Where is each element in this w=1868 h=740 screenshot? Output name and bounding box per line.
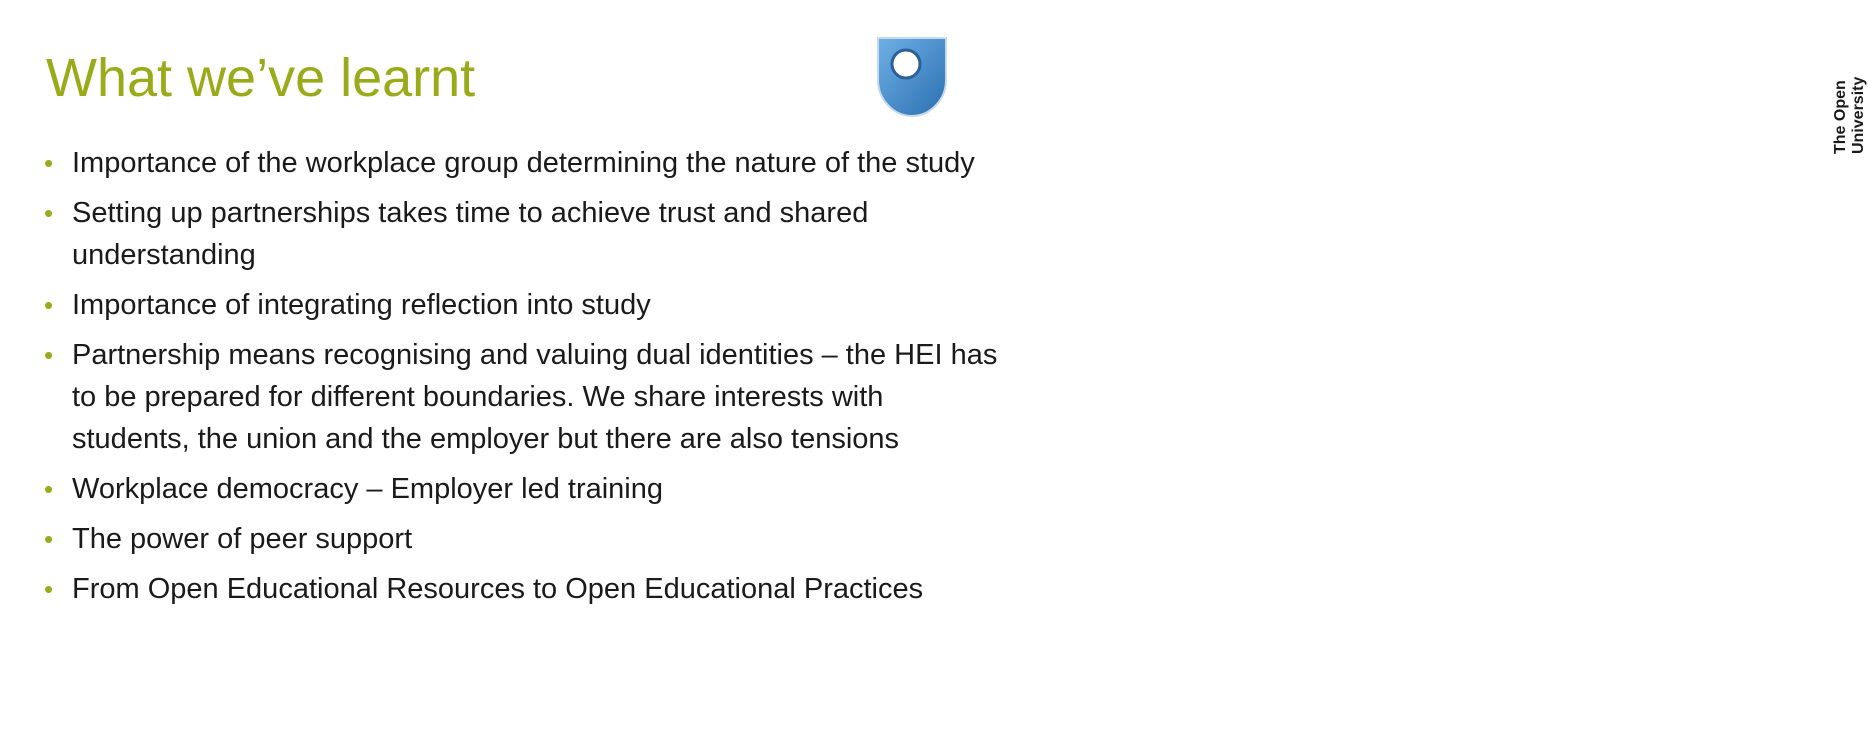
bullet-icon: • <box>44 290 54 320</box>
bullet-icon: • <box>44 148 54 178</box>
bullet-icon: • <box>44 574 54 604</box>
bullet-text: Partnership means recognising and valuing dual identities – the HEI has to be prepared for different boundaries. We share interests with students, the union and the employer but there are also tensions <box>72 339 998 455</box>
bullet-text: Importance of the workplace group determining the nature of the study <box>72 147 975 179</box>
bullet-icon: • <box>44 340 54 370</box>
bullet-text: From Open Educational Resources to Open Educational Practices <box>72 573 924 605</box>
bullet-text: Importance of integrating reflection into study <box>72 289 651 321</box>
bullet-item <box>44 518 1004 560</box>
logo-line-2: University <box>1850 76 1867 154</box>
bullet-text: Setting up partnerships takes time to achieve trust and shared understanding <box>72 197 869 271</box>
bullet-item <box>44 284 1004 326</box>
bullet-item <box>44 568 1004 610</box>
open-university-logo <box>876 36 1867 154</box>
bullet-list <box>44 142 1004 618</box>
bullet-item <box>44 468 1004 510</box>
logo-wordmark <box>1832 70 1868 154</box>
logo-line-1: The Open <box>1832 80 1849 154</box>
bullet-item <box>44 334 1004 460</box>
bullet-text: The power of peer support <box>72 523 413 555</box>
bullet-item <box>44 142 1004 184</box>
bullet-text: Workplace democracy – Employer led training <box>72 473 664 505</box>
slide-title: What we’ve learnt <box>46 48 476 108</box>
ou-shield-icon <box>876 36 950 120</box>
bullet-icon: • <box>44 198 54 228</box>
bullet-icon: • <box>44 524 54 554</box>
bullet-icon: • <box>44 474 54 504</box>
bullet-item <box>44 192 1004 276</box>
